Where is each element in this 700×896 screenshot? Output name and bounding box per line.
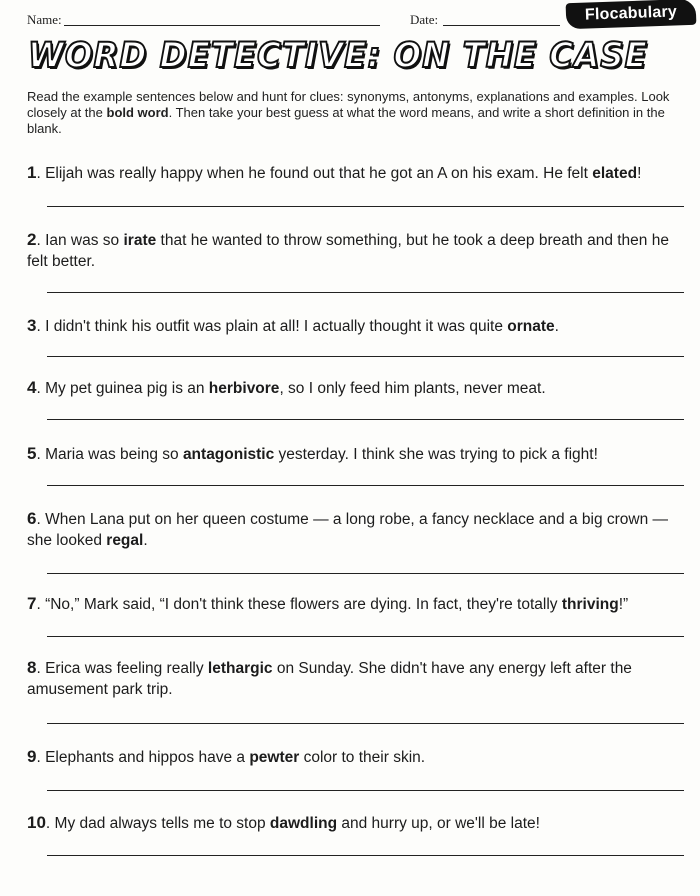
question-text: . My pet guinea pig is an [36,380,209,397]
question-text: . When Lana put on her queen costume — a long robe, a fancy necklace and a big crown — she looked [27,511,669,549]
question-text: . Maria was being so [36,446,183,463]
question-6 [27,508,679,551]
question-5 [27,443,679,465]
question-text: . “No,” Mark said, “I don't think these flowers are dying. In fact, they're totally [36,596,562,613]
name-label: Name: [27,12,62,27]
vocab-word: elated [592,165,638,182]
question-text: . I didn't think his outfit was plain at all! I actually thought it was quite [36,318,508,335]
question-text: . My dad always tells me to stop [45,815,270,832]
answer-line-1[interactable] [47,206,684,207]
vocab-word: pewter [249,749,300,766]
question-text-end: ! [637,165,642,182]
question-number: 4 [27,378,37,397]
question-text: . Elijah was really happy when he found out that he got an A on his exam. He felt [36,165,593,182]
logo-text: Flocabulary [584,3,678,24]
answer-line-5[interactable] [47,485,684,486]
question-3 [27,315,679,337]
question-text-end: that he wanted to throw something, but he took a deep breath and then he felt better. [27,232,669,270]
question-1 [27,162,679,184]
question-text-end: . [554,318,559,335]
vocab-word: ornate [507,318,555,335]
answer-line-4[interactable] [47,419,684,420]
question-text-end: and hurry up, or we'll be late! [337,815,540,832]
vocab-word: antagonistic [182,446,275,463]
vocab-word: thriving [561,596,619,613]
question-number: 1 [27,163,37,182]
vocab-word: irate [123,232,157,249]
question-text-end: , so I only feed him plants, never meat. [279,380,546,397]
question-number: 9 [27,747,37,766]
question-4 [27,377,679,399]
question-number: 5 [27,444,37,463]
answer-line-7[interactable] [47,636,684,637]
question-number: 10 [27,813,46,832]
question-number: 3 [27,316,37,335]
question-text: . Erica was feeling really [36,660,208,677]
worksheet-title: WORD DETECTIVE: ON THE CASE [28,36,648,76]
name-field[interactable] [64,25,380,26]
answer-line-8[interactable] [47,723,684,724]
question-number: 2 [27,230,37,249]
vocab-word: dawdling [269,815,338,832]
answer-line-10[interactable] [47,855,684,856]
worksheet-header [0,0,700,40]
answer-line-9[interactable] [47,790,684,791]
question-number: 8 [27,658,37,677]
question-number: 6 [27,509,37,528]
instructions-text: Read the example sentences below and hunt for clues: synonyms, antonyms, explanations and examples. Look closely at the [27,89,670,120]
instructions [27,89,679,137]
question-text: . Ian was so [36,232,124,249]
question-text-end: . [143,532,148,549]
date-field[interactable] [443,25,560,26]
question-8 [27,657,679,700]
question-text-end: on Sunday. She didn't have any energy left after the amusement park trip. [27,660,632,698]
question-text-end: color to their skin. [299,749,426,766]
question-text: . Elephants and hippos have a [36,749,250,766]
question-2 [27,229,679,272]
vocab-word: lethargic [207,660,273,677]
date-label: Date: [410,12,439,27]
answer-line-2[interactable] [47,292,684,293]
question-text-end: !” [618,596,629,613]
question-text-end: yesterday. I think she was trying to pick a fight! [274,446,598,463]
question-9 [27,746,679,768]
question-number: 7 [27,594,37,613]
question-7 [27,593,679,615]
vocab-word: regal [106,532,144,549]
answer-line-6[interactable] [47,573,684,574]
question-10 [27,812,679,834]
flocabulary-logo [566,0,697,29]
vocab-word: herbivore [208,380,280,397]
answer-line-3[interactable] [47,356,684,357]
instructions-text-end: . Then take your best guess at what the word means, and write a short definition in the blank. [27,105,665,136]
instructions-bold: bold word [106,105,169,120]
